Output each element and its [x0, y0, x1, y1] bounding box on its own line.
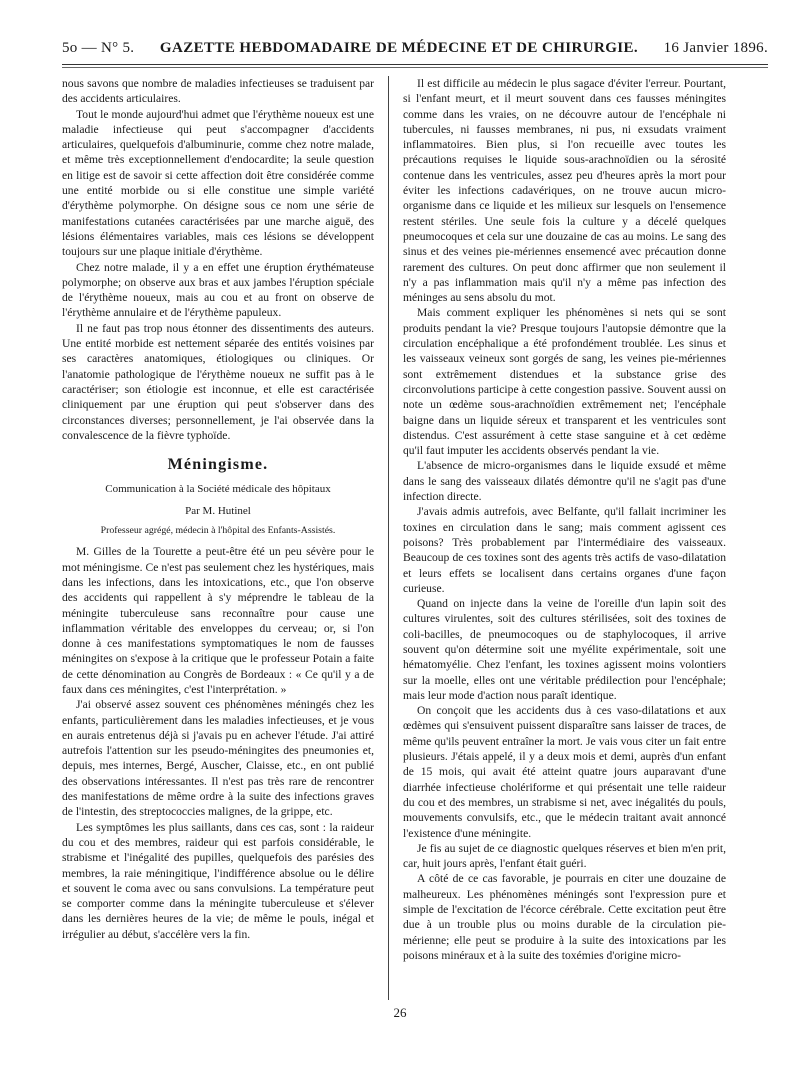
paragraph: On conçoit que les accidents dus à ces vaso-dilatations et aux œdèmes qui s'ensuivent puissent disparaître sans laisser de traces, de même qu'ils peuvent entraîner la mort. Je vais vous citer un fait entre plusieurs. J'étais appelé, il y a deux mois et demi, auprès d'un enfant de 15 mois, qui avait été atteint quatre jours auparavant d'une diarrhée infectieuse cholériforme et qui présentait une telle raideur du cou et des membres, un strabisme si net, avec inégalités du pouls, mouvements convulsifs, etc., que le médecin traitant avait annoncé l'existence d'une méningite. [403, 704, 726, 840]
page-label: 5o — N° 5. [62, 40, 135, 56]
paragraph: Tout le monde aujourd'hui admet que l'érythème noueux est une maladie infectieuse qui peut s'accompagner d'accidents articulaires, quelquefois d'albuminurie, comme chez notre malade, et même très exceptionnellement d'endocardite; la seule question en litige est de savoir si cette affection doit être considérée comme une entité morbide ou si elle constitue une simple variété d'érythème polymorphe. On désigne sous ce nom une série de manifestations cutanées caractérisées par une marche aiguë, des lésions élémentaires variables, mais ces lésions se développent toujours sur une plaque initiale d'érythème. [62, 107, 374, 259]
paragraph: L'absence de micro-organismes dans le liquide exsudé et même dans le sang des vaisseaux dilatés démontre qu'il ne s'agit pas d'une infection directe. [403, 459, 726, 504]
paragraph: Chez notre malade, il y a en effet une éruption érythémateuse polymorphe; on observe aux bras et aux jambes l'éruption spéciale de l'érythème noueux, mais au cou et au front on observe de l'érythème annulaire et de l'érythème papuleux. [62, 260, 374, 320]
page-number: 26 [393, 1005, 407, 1020]
paragraph: J'avais admis autrefois, avec Belfante, qu'il fallait incriminer les toxines en circulation dans le sang; mais comment agissent ces poisons? Très probablement par l'intermédiaire des vaisseaux. Beaucoup de ces toxines sont des agents très actifs de vaso-dilatation et leurs effets se localisent dans certains organes d'une façon curieuse. [403, 505, 726, 595]
running-header [62, 40, 768, 57]
paragraph: Mais comment expliquer les phénomènes si nets qui se sont produits pendant la vie? Presque toujours l'autopsie démontre que la circulation encéphalique a été profondément troublée. Les sinus et les vaisseaux veineux sont gorgés de sang, les veines pie-mériennes sont extrêmement distendues et la substance grise des circonvolutions participe à cette congestion passive. Souvent aussi on note un œdème sous-arachnoïdien extrêmement net; l'encéphale baigne dans un liquide séreux et transparent et les ventricules sont distendus. C'est assurément à cette stase sanguine et à cet œdème qu'il faut imputer les accidents observés pendant la vie. [403, 306, 726, 458]
paragraph: Les symptômes les plus saillants, dans ces cas, sont : la raideur du cou et des membres, raideur qui est parfois considérable, le strabisme et l'inégalité des pupilles, quelquefois des parésies des membres, la raie méningitique, l'indifférence absolue ou le délire et souvent le coma avec ou sans convulsions. La température peut se comporter comme dans la méningite tuberculeuse et s'élever dans les dernières heures de la vie; de même le pouls, inégal et irrégulier au début, s'accélère vers la fin. [62, 820, 374, 941]
journal-title: GAZETTE HEBDOMADAIRE DE MÉDECINE ET DE CHIRURGIE. [159, 40, 639, 56]
header-rule-double [62, 67, 768, 68]
section-title: Méningisme. [167, 456, 269, 474]
author-line: Par M. Hutinel [185, 504, 251, 517]
two-column-body [62, 76, 768, 1000]
author-role: Professeur agrégé, médecin à l'hôpital des Enfants-Assistés. [100, 525, 336, 537]
paragraph: A côté de ce cas favorable, je pourrais en citer une douzaine de malheureux. Les phénomènes méningés sont l'expression pure et simple de l'excitation de l'écorce cérébrale. Cette excitation peut être due à un trouble plus ou moins durable de la circulation pie-mérienne; elle peut se produire à la suite des intoxications par les poisons minéraux et à la suite des toxémies d'origine micro- [403, 872, 726, 962]
left-column [62, 76, 374, 1000]
issue-date: 16 Janvier 1896. [663, 40, 768, 56]
right-column [403, 76, 726, 1000]
paragraph: M. Gilles de la Tourette a peut-être été un peu sévère pour le mot méningisme. Ce n'est pas seulement chez les hystériques, mais dans les infections, dans les intoxications, etc., que l'on observe des accidents qui rappellent à s'y méprendre le tableau de la méningite tuberculeuse sans reconnaître pour cause une inflammation véritable des enveloppes du cerveau; or, si l'on donne à ces manifestations symptomatiques le nom de fausses méningites on s'expose à la critique que le professeur Potain a faite de cette dénomination au Congrès de Bordeaux : « Ce qu'il y a de faux dans ces méningites, c'est l'interprétation. » [62, 545, 374, 696]
paragraph: Quand on injecte dans la veine de l'oreille d'un lapin soit des cultures virulentes, soit des cultures stérilisées, soit des toxines de coli-bacilles, de pneumocoques ou de staphylocoques, il arrive souvent qu'on détermine soit une myélite expérimentale, soit une hématomyélie. Chez l'enfant, les toxines agissent moins volontiers sur la moelle, elles ont une véritable prédilection pour l'encéphale; mais leur mode d'action nous paraît identique. [403, 597, 726, 702]
column-divider [388, 76, 389, 1000]
paragraph: Je fis au sujet de ce diagnostic quelques réserves et bien m'en prit, car, huit jours après, l'enfant était guéri. [403, 841, 726, 871]
paragraph: Il est difficile au médecin le plus sagace d'éviter l'erreur. Pourtant, si l'enfant meurt, et il meurt souvent dans ces fausses méningites comme dans les vraies, on ne découvre autour de l'encéphale ni tubercules, ni fausses membranes, ni pus, ni exsudats vraiment inflammatoires. Bien plus, si l'on recueille avec toutes les précautions requises le liquide sous-arachnoïdien ou la sérosité contenue dans les ventricules, assez peu d'heures après la mort pour éviter les infections cadavériques, on ne trouve aucun micro-organisme dans ce liquide et les milieux sur lesquels on l'ensemence restent stériles. Une seule fois la culture y a décelé quelques pneumocoques et cela sur une douzaine de cas au moins. Le sang des sinus et des veines pie-mériennes ensemencé avec précaution donne rarement des cultures. On peut donc affirmer que non seulement il n'y a pas inflammation mais qu'il n'y a même pas infection des méninges au sens absolu du mot. [403, 77, 726, 305]
communication-line: Communication à la Société médicale des hôpitaux [105, 483, 331, 496]
header-rule [62, 64, 768, 65]
paragraph: J'ai observé assez souvent ces phénomènes méningés chez les enfants, particulièrement dans les maladies infectieuses, et je vous en aurais entretenus déjà si j'avais pu en achever l'étude. J'ai attiré autrefois l'attention sur les pseudo-méningites des pneumonies et, depuis, mes internes, Bergé, Auscher, Claisse, etc., en ont publié des observations intéressantes. Il n'est pas très rare de rencontrer des manifestations de même ordre à la suite des infections graves de l'intestin, des streptococcies malignes, de la grippe, etc. [62, 698, 374, 819]
paragraph: Il ne faut pas trop nous étonner des dissentiments des auteurs. Une entité morbide est nettement séparée des entités voisines par ses caractères anatomiques, étiologiques ou cliniques. Or l'anatomie pathologique de l'érythème noueux ne suffit pas à le caractériser; son étiologie est inconnue, et elle est caractérisée cliniquement par une éruption qui peut s'observer dans des circonstances diverses; personnellement, je l'ai observée dans la convalescence de la fièvre typhoïde. [62, 321, 374, 442]
paragraph: nous savons que nombre de maladies infectieuses se traduisent par des accidents articulaires. [62, 77, 374, 106]
